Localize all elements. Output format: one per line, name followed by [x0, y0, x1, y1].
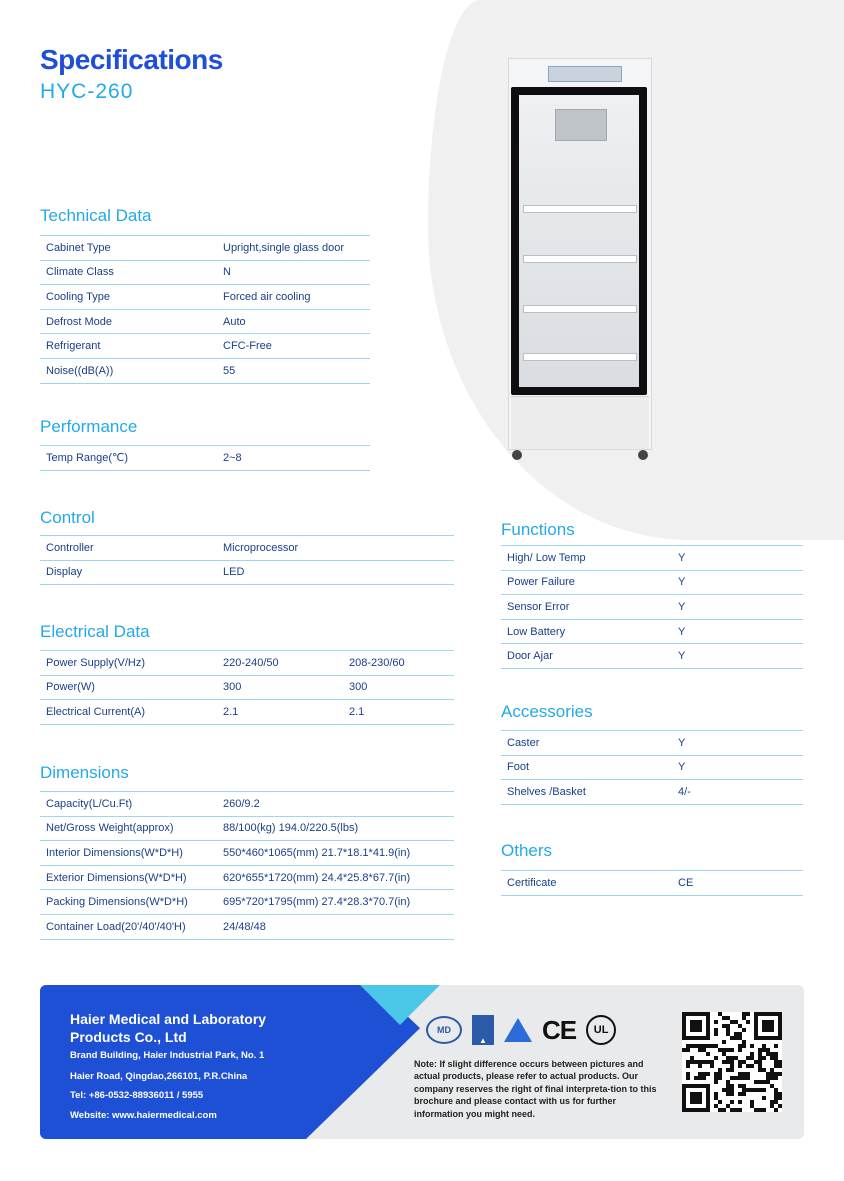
technical-data-table: [40, 235, 370, 384]
section-title-technical-data: Technical Data: [40, 206, 152, 225]
fridge-control-panel: [548, 66, 622, 82]
spec-value: 220-240/50: [217, 651, 343, 676]
spec-label: Capacity(L/Cu.Ft): [40, 792, 217, 817]
electrical-table: [40, 650, 454, 725]
fridge-shelf: [523, 353, 637, 361]
table-row: [40, 841, 454, 866]
spec-label: Exterior Dimensions(W*D*H): [40, 865, 217, 890]
table-row: [40, 890, 454, 915]
fridge-shelf: [523, 205, 637, 213]
table-row: [40, 675, 454, 700]
fridge-wheel: [512, 450, 522, 460]
spec-value: Y: [672, 731, 803, 756]
spec-label: Packing Dimensions(W*D*H): [40, 890, 217, 915]
triangle-cert-icon: [504, 1018, 532, 1042]
fridge-image: [508, 58, 652, 462]
spec-value: Forced air cooling: [217, 285, 370, 310]
page-title: Specifications: [40, 44, 223, 75]
control-table: [40, 535, 454, 585]
spec-value: Y: [672, 570, 803, 595]
spec-value: 24/48/48: [217, 914, 454, 939]
spec-value: 2.1: [343, 700, 454, 725]
table-row: [40, 560, 454, 585]
spec-value: 550*460*1065(mm) 21.7*18.1*41.9(in): [217, 841, 454, 866]
fridge-shelf: [523, 305, 637, 313]
spec-value: 695*720*1795(mm) 27.4*28.3*70.7(in): [217, 890, 454, 915]
table-row: [40, 914, 454, 939]
fridge-glass-door: [511, 87, 647, 395]
fridge-base: [511, 396, 649, 449]
spec-label: Certificate: [501, 871, 672, 896]
table-row: [40, 792, 454, 817]
company-name: Haier Medical and Laboratory Products Co., Ltd: [70, 1011, 267, 1045]
table-row: [40, 865, 454, 890]
spec-value: 2.1: [217, 700, 343, 725]
spec-label: Power Supply(V/Hz): [40, 651, 217, 676]
others-table: [501, 870, 803, 896]
spec-value: 620*655*1720(mm) 24.4*25.8*67.7(in): [217, 865, 454, 890]
ce-mark-icon: CE: [542, 1014, 577, 1045]
section-title-performance: Performance: [40, 417, 138, 436]
spec-label: Power Failure: [501, 570, 672, 595]
section-title-electrical: Electrical Data: [40, 622, 150, 641]
company-address-line-1: Brand Building, Haier Industrial Park, No. 1: [70, 1050, 265, 1061]
table-row: [501, 546, 803, 571]
table-row: [40, 446, 370, 471]
spec-label: Climate Class: [40, 260, 217, 285]
table-row: [40, 285, 370, 310]
spec-label: Container Load(20'/40'/40'H): [40, 914, 217, 939]
spec-label: Electrical Current(A): [40, 700, 217, 725]
spec-label: Noise((dB(A)): [40, 358, 217, 383]
spec-value: 88/100(kg) 194.0/220.5(lbs): [217, 816, 454, 841]
spec-label: Power(W): [40, 675, 217, 700]
table-row: [501, 595, 803, 620]
spec-value: Y: [672, 546, 803, 571]
table-row: [501, 619, 803, 644]
company-website[interactable]: Website: www.haiermedical.com: [70, 1110, 217, 1121]
fridge-interior: [519, 95, 639, 387]
spec-value: Y: [672, 755, 803, 780]
section-title-accessories: Accessories: [501, 702, 593, 721]
spec-label: High/ Low Temp: [501, 546, 672, 571]
company-phone: Tel: +86-0532-88936011 / 5955: [70, 1090, 204, 1101]
spec-value: 2~8: [217, 446, 370, 471]
table-row: [40, 309, 370, 334]
table-row: [501, 755, 803, 780]
spec-value: 4/-: [672, 780, 803, 805]
spec-label: Sensor Error: [501, 595, 672, 620]
table-row: [40, 236, 370, 261]
fridge-shelf: [523, 255, 637, 263]
table-row: [501, 780, 803, 805]
section-title-control: Control: [40, 508, 95, 527]
ul-mark-icon: UL: [586, 1015, 616, 1045]
table-row: [40, 334, 370, 359]
spec-value: Microprocessor: [217, 536, 454, 561]
table-row: [40, 358, 370, 383]
spec-value: Y: [672, 619, 803, 644]
spec-value: 300: [343, 675, 454, 700]
table-row: [501, 731, 803, 756]
spec-label: Caster: [501, 731, 672, 756]
section-title-dimensions: Dimensions: [40, 763, 129, 782]
fridge-wheel: [638, 450, 648, 460]
spec-label: Refrigerant: [40, 334, 217, 359]
table-row: [40, 816, 454, 841]
performance-table: [40, 445, 370, 471]
spec-label: Display: [40, 560, 217, 585]
section-title-functions: Functions: [501, 520, 575, 539]
model-name: HYC-260: [40, 80, 134, 103]
table-row: [40, 536, 454, 561]
spec-value: 208-230/60: [343, 651, 454, 676]
table-row: [501, 644, 803, 669]
spec-value: LED: [217, 560, 454, 585]
certification-badge-icon: ▲: [472, 1015, 494, 1045]
table-row: [40, 651, 454, 676]
qr-code-icon[interactable]: [682, 1012, 782, 1112]
spec-label: Low Battery: [501, 619, 672, 644]
medical-device-logo-icon: MD: [426, 1016, 462, 1044]
spec-label: Cooling Type: [40, 285, 217, 310]
spec-value: CFC-Free: [217, 334, 370, 359]
table-row: [501, 570, 803, 595]
accessories-table: [501, 730, 803, 805]
spec-label: Interior Dimensions(W*D*H): [40, 841, 217, 866]
qr-code-graphic: [682, 1012, 782, 1112]
table-row: [501, 871, 803, 896]
table-row: [40, 260, 370, 285]
spec-value: CE: [672, 871, 803, 896]
spec-label: Foot: [501, 755, 672, 780]
spec-label: Controller: [40, 536, 217, 561]
dimensions-table: [40, 791, 454, 940]
spec-label: Shelves /Basket: [501, 780, 672, 805]
table-row: [40, 700, 454, 725]
spec-label: Temp Range(℃): [40, 446, 217, 471]
spec-value: 300: [217, 675, 343, 700]
spec-label: Cabinet Type: [40, 236, 217, 261]
spec-value: Auto: [217, 309, 370, 334]
spec-value: Y: [672, 595, 803, 620]
spec-label: Door Ajar: [501, 644, 672, 669]
functions-table: [501, 545, 803, 669]
fridge-fan: [555, 109, 607, 141]
company-address-line-2: Haier Road, Qingdao,266101, P.R.China: [70, 1071, 248, 1082]
section-title-others: Others: [501, 841, 553, 860]
spec-label: Net/Gross Weight(approx): [40, 816, 217, 841]
disclaimer-note: Note: If slight difference occurs between pictures and actual products, please refer to actual products. Our company reserves the right of final interpreta-tion to this brochure and please contact with us for further information you might need.: [414, 1059, 657, 1119]
spec-label: Defrost Mode: [40, 309, 217, 334]
spec-value: Y: [672, 644, 803, 669]
spec-value: 55: [217, 358, 370, 383]
certification-logos: [426, 1012, 616, 1048]
spec-value: 260/9.2: [217, 792, 454, 817]
spec-value: Upright,single glass door: [217, 236, 370, 261]
spec-value: N: [217, 260, 370, 285]
